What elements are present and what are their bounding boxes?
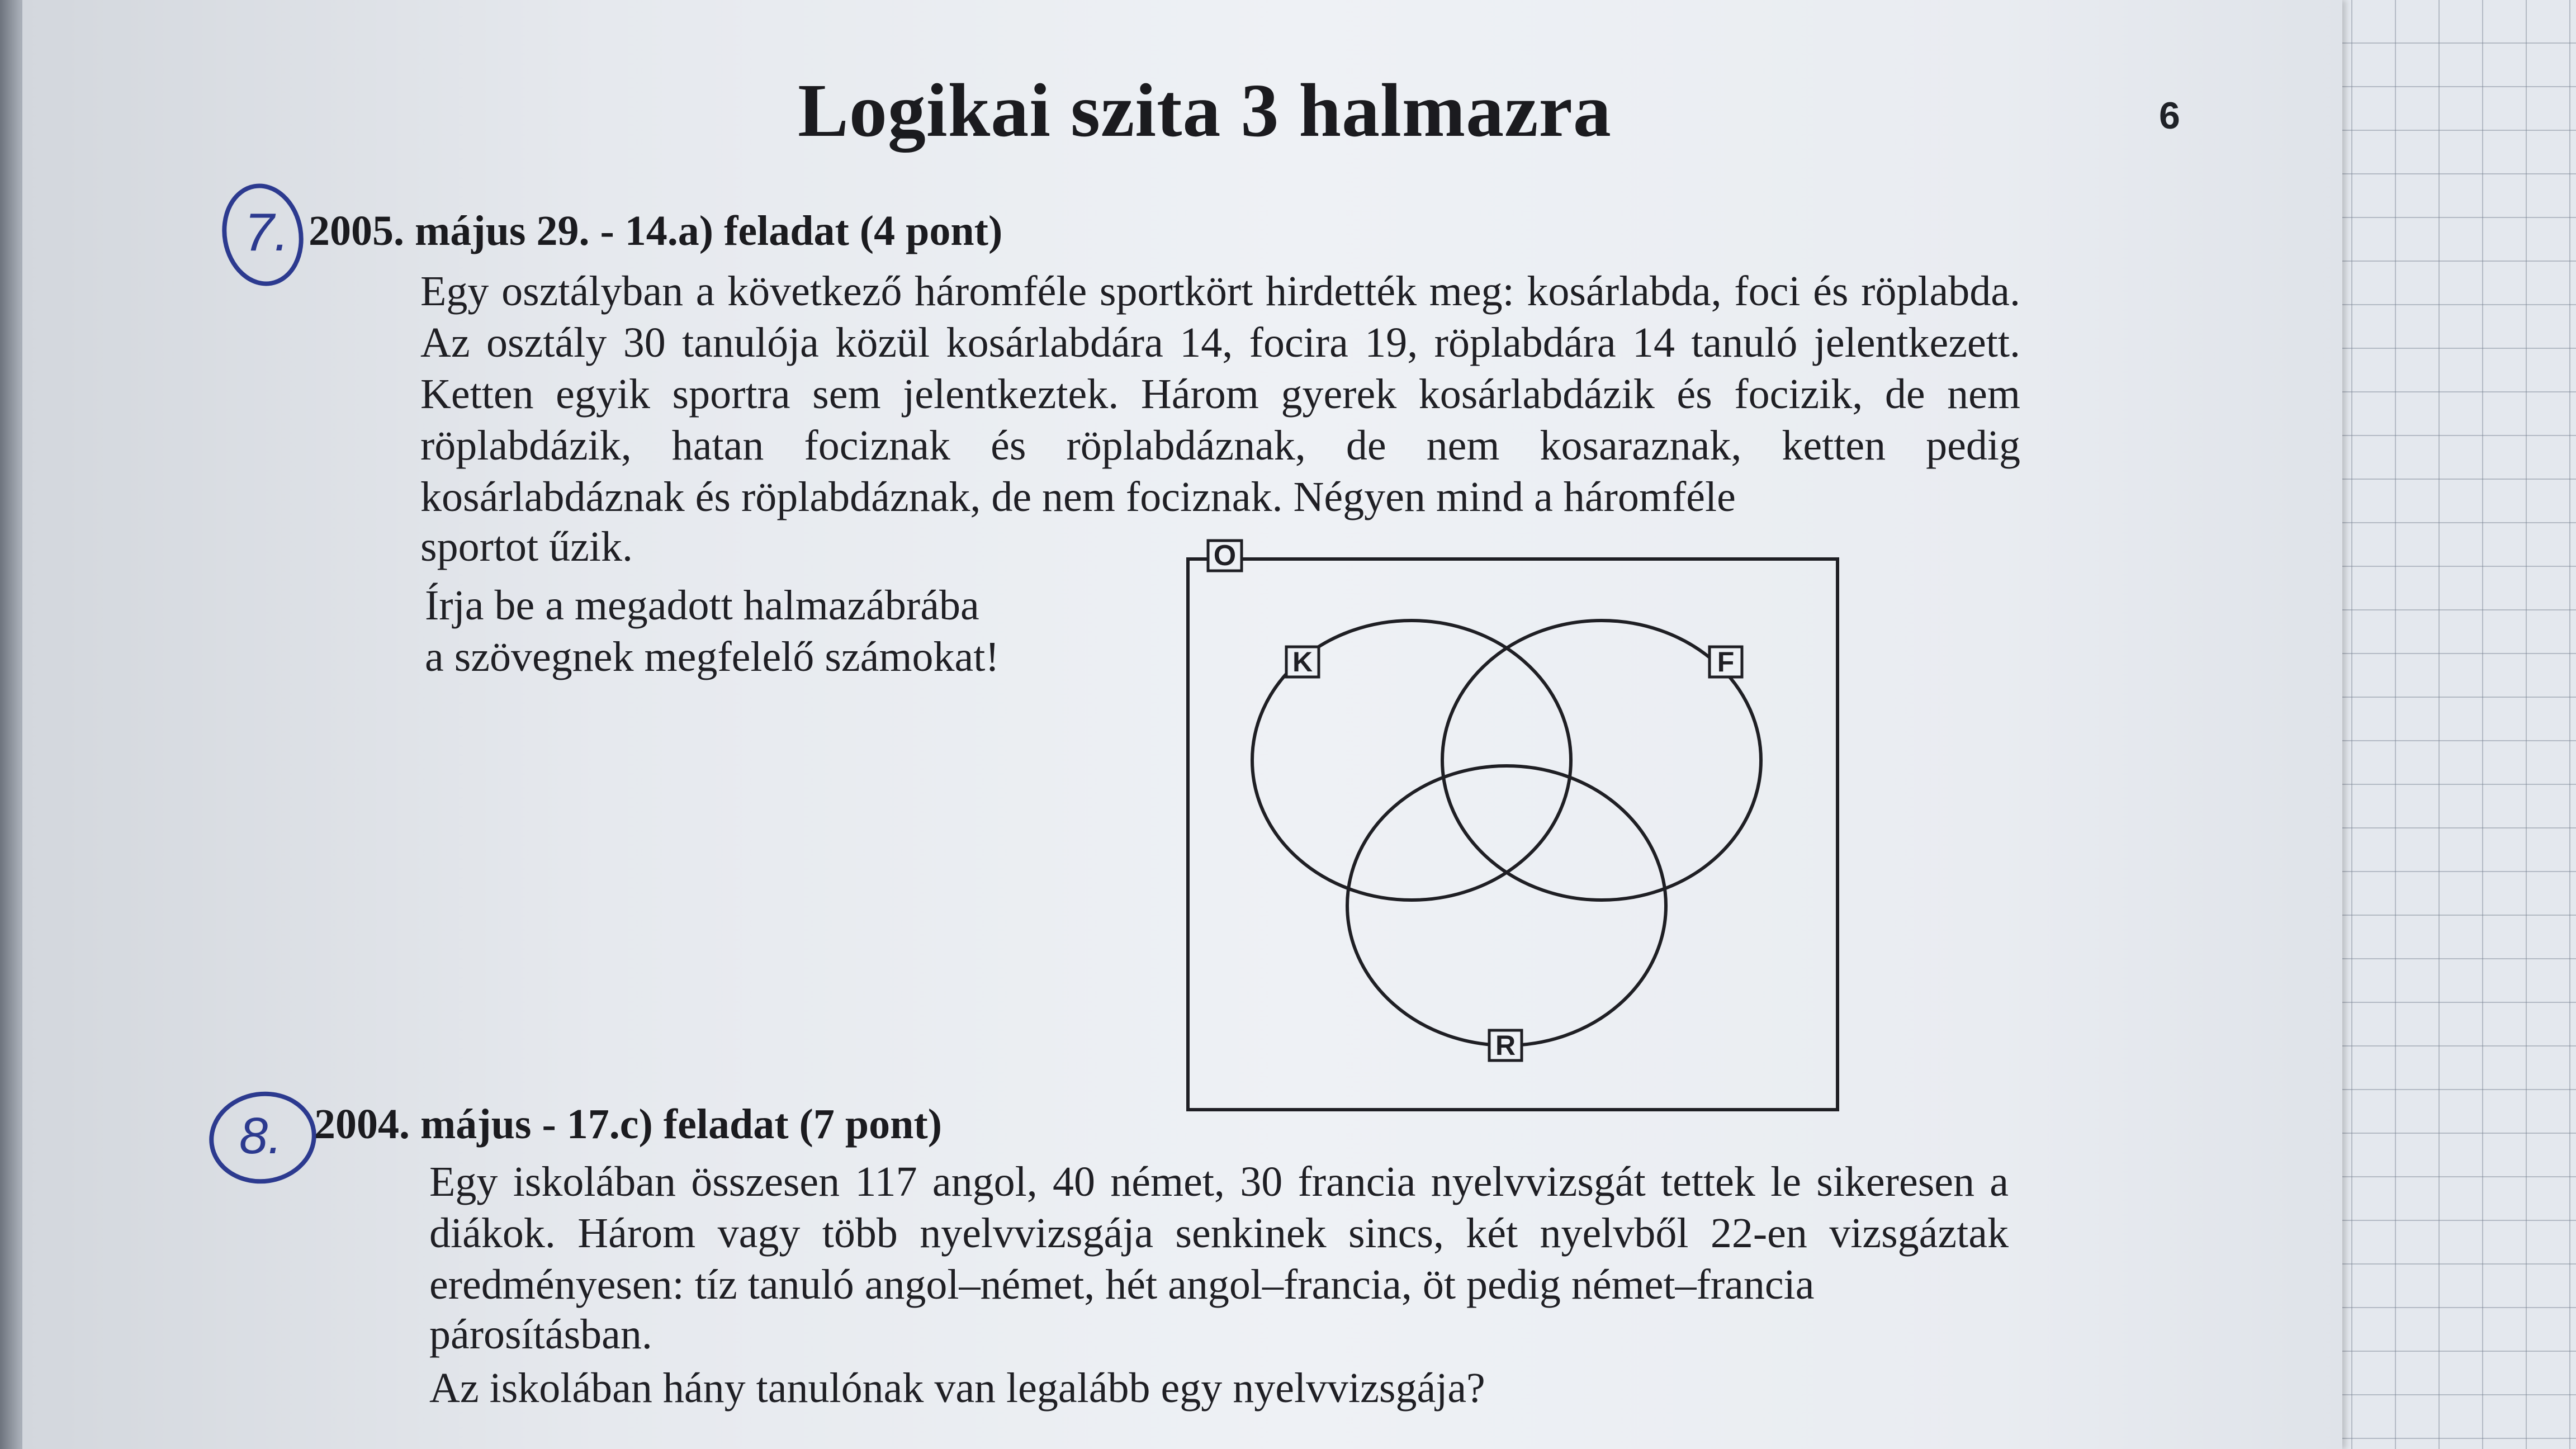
hand-number-text: 7. xyxy=(244,202,290,262)
set-r-label-box xyxy=(1489,1030,1522,1061)
universe-label-box xyxy=(1208,539,1242,572)
page-number: 6 xyxy=(2159,94,2180,137)
page-title: Logikai szita 3 halmazra xyxy=(798,69,1612,153)
set-k-label-box xyxy=(1286,646,1319,678)
problem-7-instruction-line1: Írja be a megadott halmazábrába xyxy=(425,582,979,629)
set-f-label-box xyxy=(1710,646,1742,678)
problem-8-heading: 2004. május - 17.c) feladat (7 pont) xyxy=(314,1101,943,1148)
problem-8-question: Az iskolában hány tanulónak van legalább egy nyelvvizsgája? xyxy=(429,1365,1485,1412)
universe-label: O xyxy=(1213,539,1237,572)
hand-number-text: 8. xyxy=(239,1107,282,1164)
problem-7-text-tail: sportot űzik. xyxy=(420,523,633,570)
problem-7-instruction-line2: a szövegnek megfelelő számokat! xyxy=(425,633,1000,680)
set-f-label: F xyxy=(1717,646,1735,678)
problem-8-text-tail: párosításban. xyxy=(429,1311,652,1358)
graph-paper-background xyxy=(2308,0,2576,1449)
venn-diagram xyxy=(1160,534,1853,1121)
set-k-label: K xyxy=(1292,646,1313,678)
set-r-label: R xyxy=(1495,1030,1516,1061)
problem-8-text: Egy iskolában összesen 117 angol, 40 német, 30 francia nyelvvizsgát tettek le sikeresen a diákok. Három vagy több nyelvvizsgája senkinek sincs, két nyelvből 22-en vizsgáztak eredményesen: tíz tanuló angol–német, hét angol–francia, öt pedig német–francia xyxy=(429,1158,2009,1308)
document-page xyxy=(22,0,2342,1449)
handwritten-number-8 xyxy=(200,1082,329,1194)
set-r-circle xyxy=(1347,766,1666,1045)
left-shadow-edge xyxy=(0,0,22,1449)
universe-rectangle xyxy=(1188,559,1838,1110)
problem-7-heading: 2005. május 29. - 14.a) feladat (4 pont) xyxy=(309,207,1003,254)
problem-7-text: Egy osztályban a következő háromféle sportkört hirdették meg: kosárlabda, foci és röplabda. Az osztály 30 tanulója közül kosárlabdára 14, focira 19, röplabdára 14 tanuló jelentkezett. Ketten egyik sportra sem jelentkeztek. Három gyerek kosárlabdázik és focizik, de nem röplabdázik, hatan fociznak és röplabdáznak, de nem kosaraznak, ketten pedig kosárlabdáznak és röplabdáznak, de nem fociznak. Négyen mind a háromféle xyxy=(420,268,2020,520)
